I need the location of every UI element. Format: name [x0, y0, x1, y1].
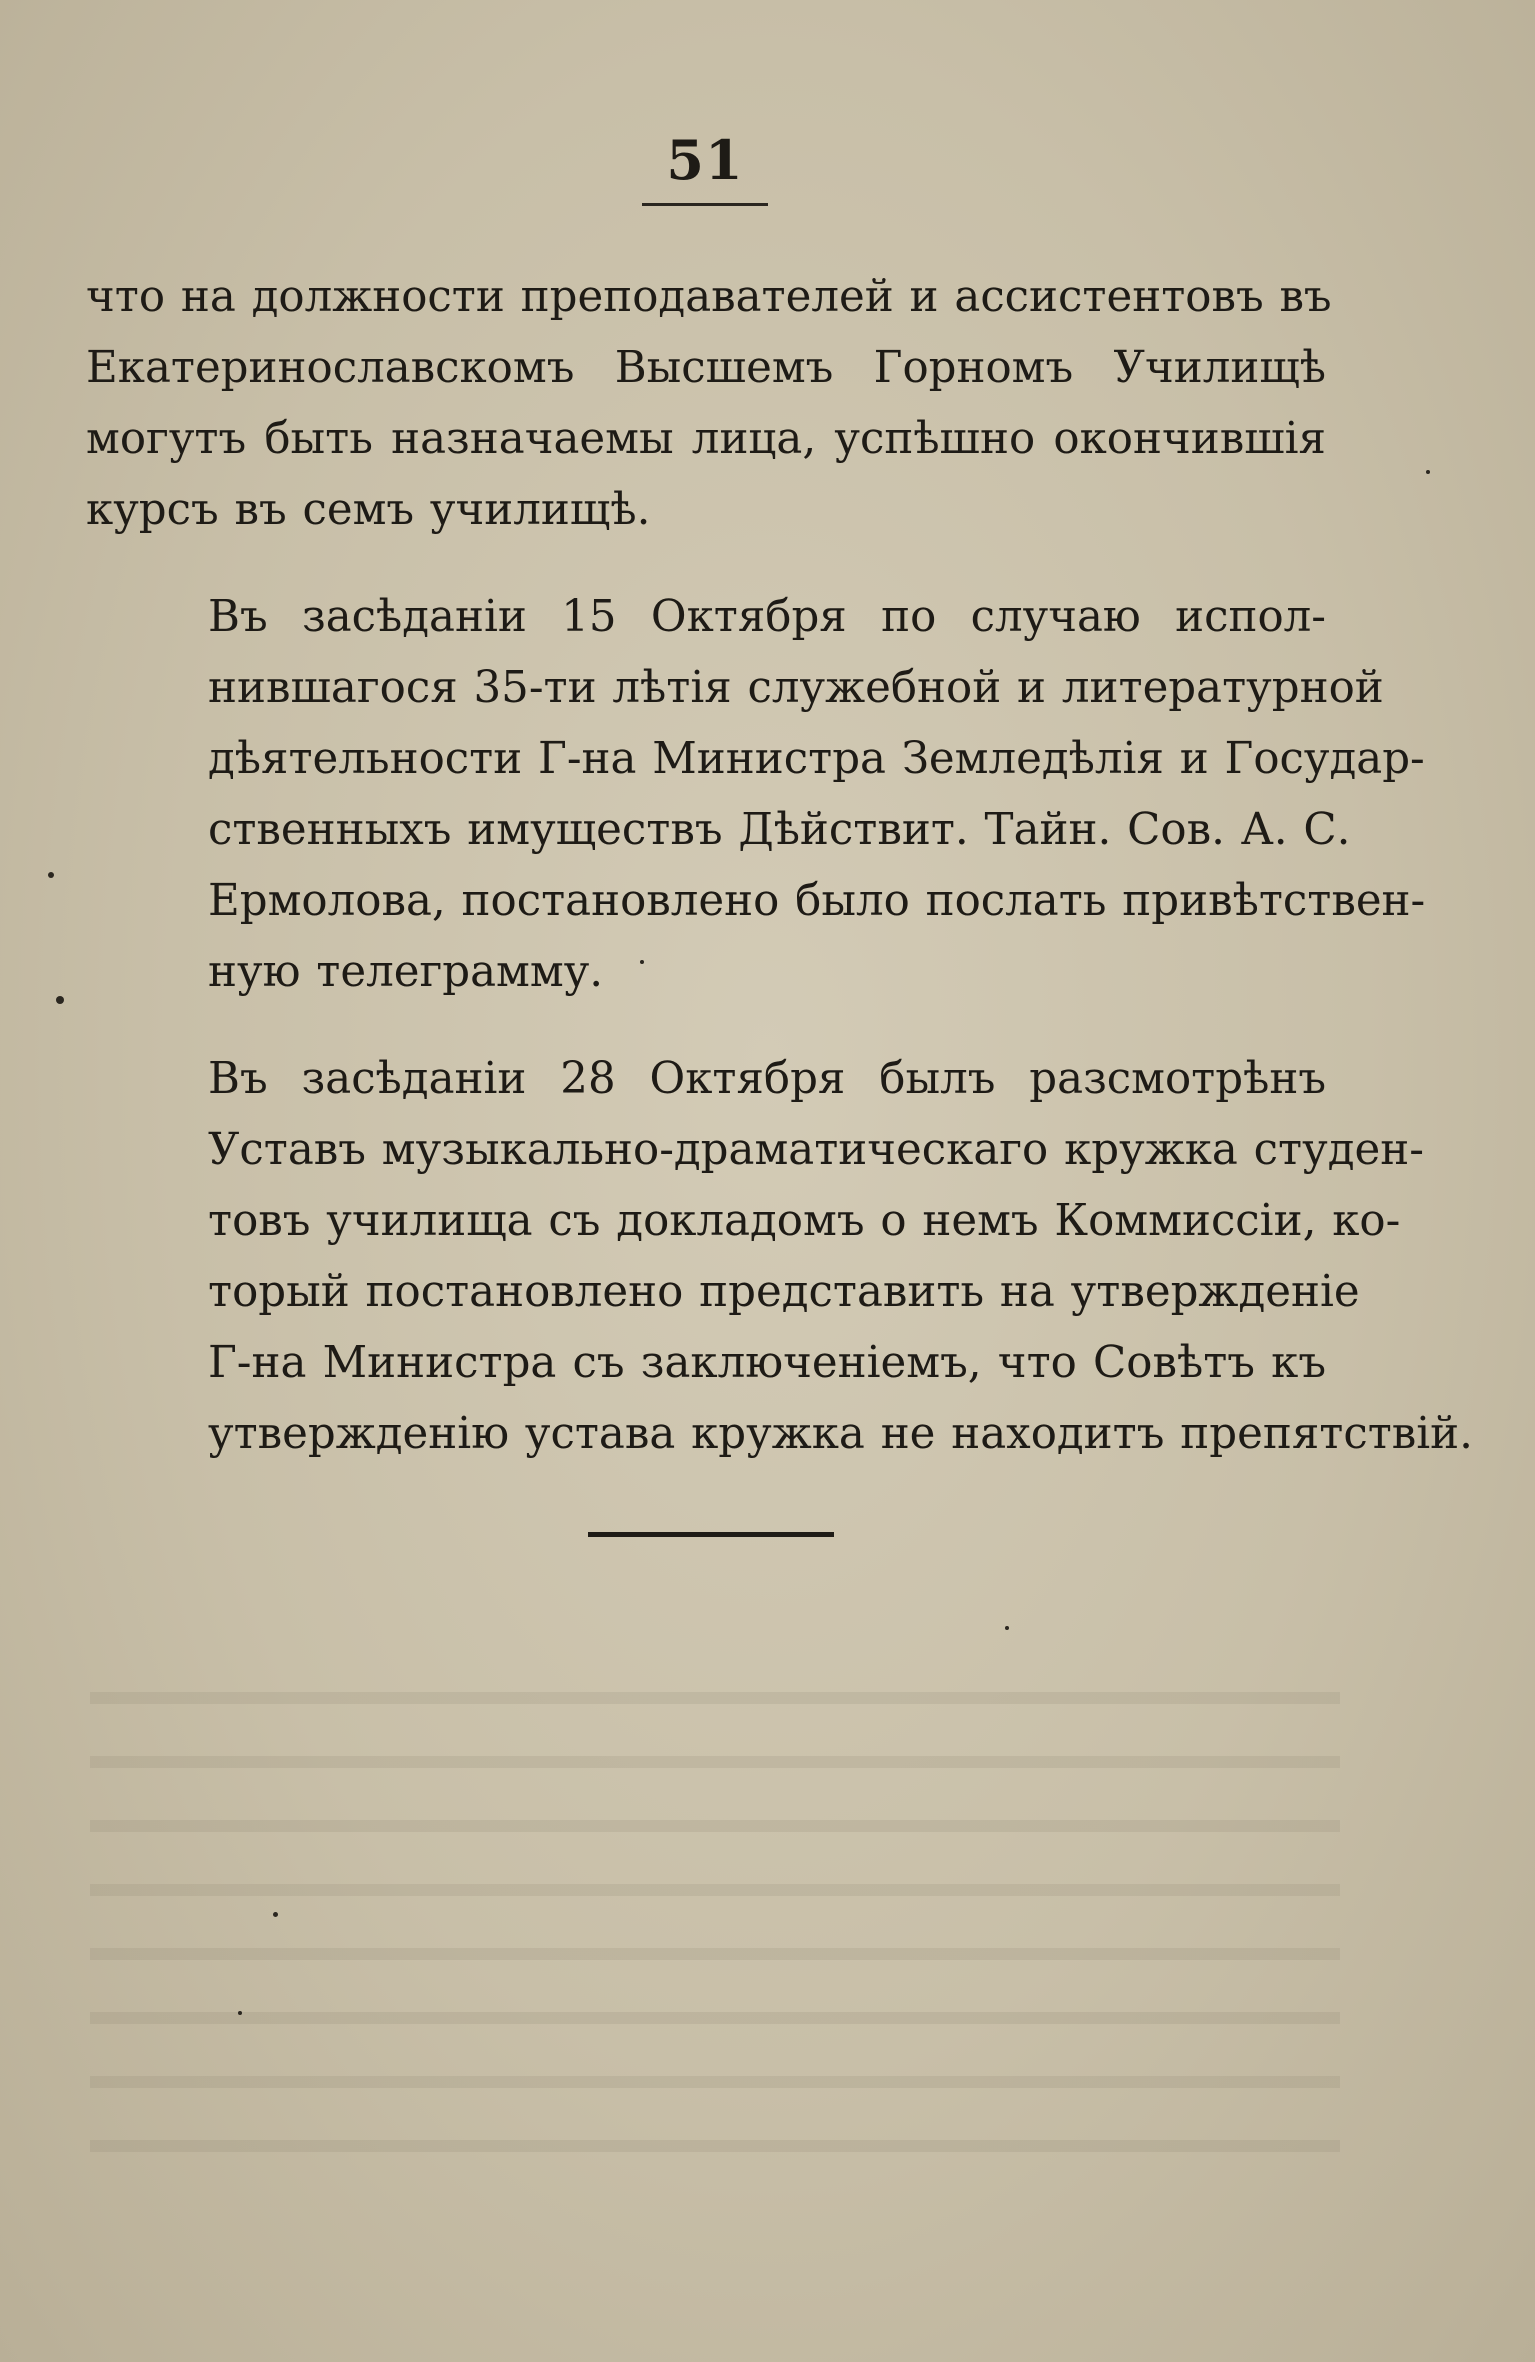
- section-end-rule: [588, 1532, 834, 1537]
- paragraph-3: [86, 1044, 1473, 1470]
- text-line: Г-на Министра съ заключенiемъ, что Совѣтъ къ: [208, 1338, 1326, 1388]
- body-text: [86, 262, 1473, 1506]
- show-through-texture: [90, 1640, 1340, 2200]
- text-line: нившагося 35-ти лѣтiя служебной и литературной: [208, 663, 1384, 713]
- text-line: могутъ быть назначаемы лица, успѣшно окончившiя: [86, 414, 1326, 464]
- text-line: Въ засѣданiи 15 Октября по случаю испол-: [208, 592, 1326, 642]
- text-line: торый постановлено представить на утвержденiе: [208, 1267, 1360, 1317]
- text-line: товъ училища съ докладомъ о немъ Коммиссiи, ко-: [208, 1196, 1401, 1246]
- ink-speck: [273, 1912, 278, 1917]
- ink-speck: [640, 960, 644, 964]
- ink-speck: [48, 872, 54, 878]
- text-line: дѣятельности Г-на Министра Земледѣлiя и Государ-: [208, 734, 1425, 784]
- text-line: Екатеринославскомъ Высшемъ Горномъ Училищѣ: [86, 343, 1326, 393]
- text-line: Ермолова, постановлено было послать привѣтствен-: [208, 876, 1426, 926]
- text-line: курсъ въ семъ училищѣ.: [86, 485, 651, 535]
- ink-speck: [56, 996, 64, 1004]
- text-line: Уставъ музыкально-драматическаго кружка студен-: [208, 1125, 1424, 1175]
- page-number: 51: [666, 128, 744, 192]
- ink-speck: [1426, 470, 1430, 474]
- paragraph-2: [86, 582, 1426, 1008]
- text-line: ственныхъ имуществъ Дѣйствит. Тайн. Сов. А. С.: [208, 805, 1351, 855]
- ink-speck: [238, 2011, 242, 2015]
- paragraph-1: [86, 262, 1332, 546]
- page-number-underline: [642, 203, 768, 206]
- text-line: Въ засѣданiи 28 Октября былъ разсмотрѣнъ: [208, 1054, 1326, 1104]
- text-line: утвержденiю устава кружка не находитъ препятствiй.: [208, 1409, 1473, 1459]
- ink-speck: [1005, 1626, 1009, 1630]
- text-line: ную телеграмму.: [208, 947, 604, 997]
- text-line: что на должности преподавателей и ассистентовъ въ: [86, 272, 1332, 322]
